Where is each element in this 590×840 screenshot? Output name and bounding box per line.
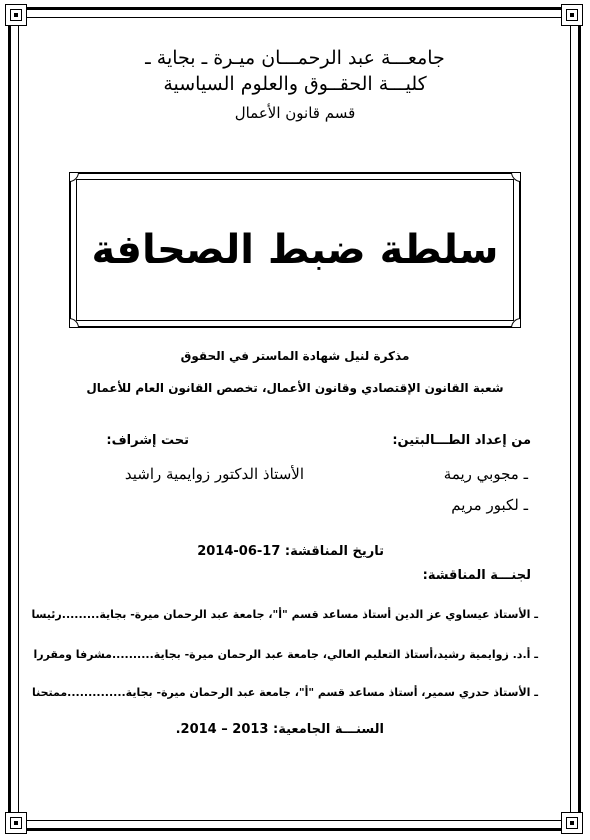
committee-label: لجنـــة المناقشة: [422, 568, 531, 583]
committee-member: ـ الأستاذ عيساوي عز الدين أستاذ مساعد قسم "أ"، جامعة عبد الرحمان ميرة- بجاية.........رئيسا [31, 608, 538, 621]
committee-member: ـ الأستاذ حدري سمير، أستاذ مساعد قسم "أ"، جامعة عبد الرحمان ميرة- بجاية..............ممتحنا [31, 686, 538, 699]
corner-ornament-icon [5, 4, 27, 26]
page-border-inner [18, 17, 571, 821]
academic-year: السنـــة الجامعية: 2013 – 2014. [175, 722, 384, 737]
title-frame [69, 172, 521, 328]
prepared-by-label: من إعداد الطـــالبتين: [392, 433, 531, 448]
student-name: ـ مجوبي ريمة [443, 465, 528, 483]
supervisor-name: الأستاذ الدكتور زوايمية راشيد [124, 465, 304, 483]
degree-line: مذكرة لنيل شهادة الماستر في الحقوق [180, 349, 410, 363]
university-name: جامعـــة عبد الرحمـــان ميـرة ـ بجاية ـ [145, 47, 445, 69]
specialization-line: شعبة القانون الإقتصادي وقانون الأعمال، تخصص القانون العام للأعمال [86, 381, 504, 395]
committee-member: ـ أ.د. زوايمية رشيد،أستاذ التعليم العالي، جامعة عبد الرحمان ميرة- بجاية..........مشرفا ومقررا [33, 648, 538, 661]
defense-date: تاريخ المناقشة: 17-06-2014 [197, 544, 384, 559]
corner-ornament-icon [5, 812, 27, 834]
thesis-title: سلطة ضبط الصحافة [91, 227, 499, 273]
corner-ornament-icon [561, 4, 583, 26]
faculty-name: كليـــة الحقــوق والعلوم السياسية [163, 73, 427, 95]
corner-ornament-icon [561, 812, 583, 834]
student-name: ـ لكبور مريم [451, 496, 528, 514]
department-name: قسم قانون الأعمال [234, 104, 356, 122]
supervision-label: تحت إشراف: [106, 433, 189, 448]
